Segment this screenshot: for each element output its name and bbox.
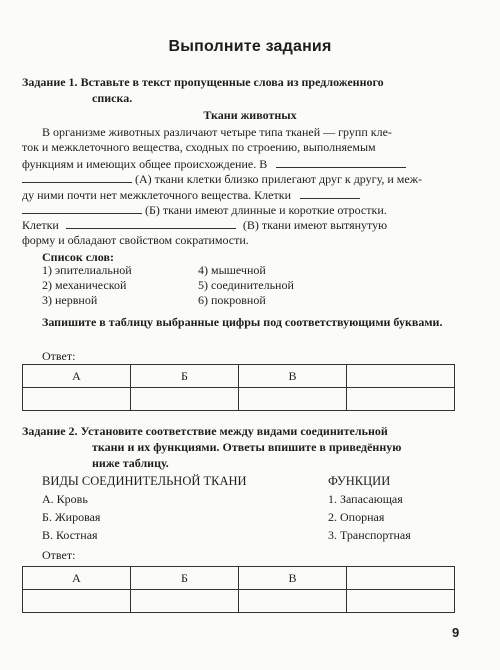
left-column-header: ВИДЫ СОЕДИНИТЕЛЬНОЙ ТКАНИ: [42, 474, 247, 488]
table-header-b: Б: [131, 567, 239, 590]
function-item: 3. Транспортная: [328, 528, 411, 542]
task2-instruction-line1: Установите соответствие между видами соединительной: [80, 424, 388, 438]
table-header-v: В: [239, 567, 347, 590]
task2-instruction-line3: ниже таблицу.: [92, 456, 169, 470]
answer-cell-b[interactable]: [131, 590, 239, 613]
text-line: [22, 171, 462, 186]
task1-instruction-line2: списка.: [92, 91, 133, 105]
table-header-empty: [347, 365, 455, 388]
table-header-row: [23, 365, 455, 388]
text-line: ток и межклеточного вещества, сходных по строению, выполняемым: [22, 140, 376, 155]
text-line: [22, 202, 462, 217]
text-fragment: (В) ткани имеют вытянутую: [242, 218, 388, 233]
task1-heading: [22, 74, 462, 106]
page-number: 9: [452, 625, 460, 640]
word-option: 4) мышечной: [198, 263, 266, 277]
function-item: 1. Запасающая: [328, 492, 403, 506]
answer-table-task2: [22, 566, 455, 613]
tissue-item: А. Кровь: [42, 492, 88, 506]
task1-text: [22, 125, 462, 248]
text-line: В организме животных различают четыре типа тканей — групп кле-: [42, 125, 392, 139]
blank-field-b[interactable]: [22, 202, 142, 214]
blank-field-b-start[interactable]: [300, 187, 360, 199]
answer-label: Ответ:: [42, 349, 76, 363]
text-fragment: (А) ткани клетки близко прилегают друг к другу, и меж-: [135, 172, 422, 187]
blank-field-a[interactable]: [22, 171, 132, 183]
table-header-a: А: [23, 365, 131, 388]
table-header-b: Б: [131, 365, 239, 388]
answer-cell-a[interactable]: [23, 388, 131, 411]
answer-label: Ответ:: [42, 548, 76, 562]
answer-cell-v[interactable]: [239, 388, 347, 411]
task1-instruction-line1: Вставьте в текст пропущенные слова из предложенного: [80, 75, 384, 89]
word-option: 2) механической: [42, 278, 127, 292]
blank-field-a-start[interactable]: [276, 156, 406, 168]
text-fragment: функциям и имеющих общее происхождение. В: [22, 156, 268, 171]
table-header-v: В: [239, 365, 347, 388]
table-answer-row: [23, 388, 455, 411]
text-fragment: Клетки: [22, 218, 59, 233]
blank-field-v[interactable]: [66, 217, 236, 229]
table-header-empty: [347, 567, 455, 590]
answer-table-task1: [22, 364, 455, 411]
answer-cell-empty: [347, 590, 455, 613]
text-line: форму и обладают свойством сократимости.: [22, 232, 249, 247]
tissue-item: Б. Жировая: [42, 510, 101, 524]
table-header-row: [23, 567, 455, 590]
text-fragment: ду ними почти нет межклеточного вещества. Клетки: [22, 187, 291, 202]
word-list-title: Список слов:: [42, 250, 114, 264]
answer-cell-v[interactable]: [239, 590, 347, 613]
tissue-item: В. Костная: [42, 528, 98, 542]
answer-cell-b[interactable]: [131, 388, 239, 411]
function-item: 2. Опорная: [328, 510, 385, 524]
text-line: [22, 217, 462, 232]
table-instruction: Запишите в таблицу выбранные цифры под соответствующими буквами.: [42, 315, 443, 329]
task1-label: Задание 1.: [22, 75, 78, 89]
text-line: [22, 187, 462, 202]
task2-heading: [22, 423, 462, 471]
word-option: 5) соединительной: [198, 278, 294, 292]
text-line: [22, 156, 462, 171]
word-option: 6) покровной: [198, 293, 266, 307]
task2-label: Задание 2.: [22, 424, 78, 438]
word-option: 1) эпителиальной: [42, 263, 132, 277]
page-title: Выполните задания: [168, 38, 332, 55]
table-header-a: А: [23, 567, 131, 590]
answer-cell-empty: [347, 388, 455, 411]
text-title: Ткани животных: [203, 108, 297, 122]
word-option: 3) нервной: [42, 293, 98, 307]
text-fragment: (Б) ткани имеют длинные и короткие отростки.: [145, 202, 387, 217]
task2-instruction-line2: ткани и их функциями. Ответы впишите в приведённую: [92, 440, 402, 454]
answer-cell-a[interactable]: [23, 590, 131, 613]
right-column-header: ФУНКЦИИ: [328, 474, 391, 488]
table-answer-row: [23, 590, 455, 613]
